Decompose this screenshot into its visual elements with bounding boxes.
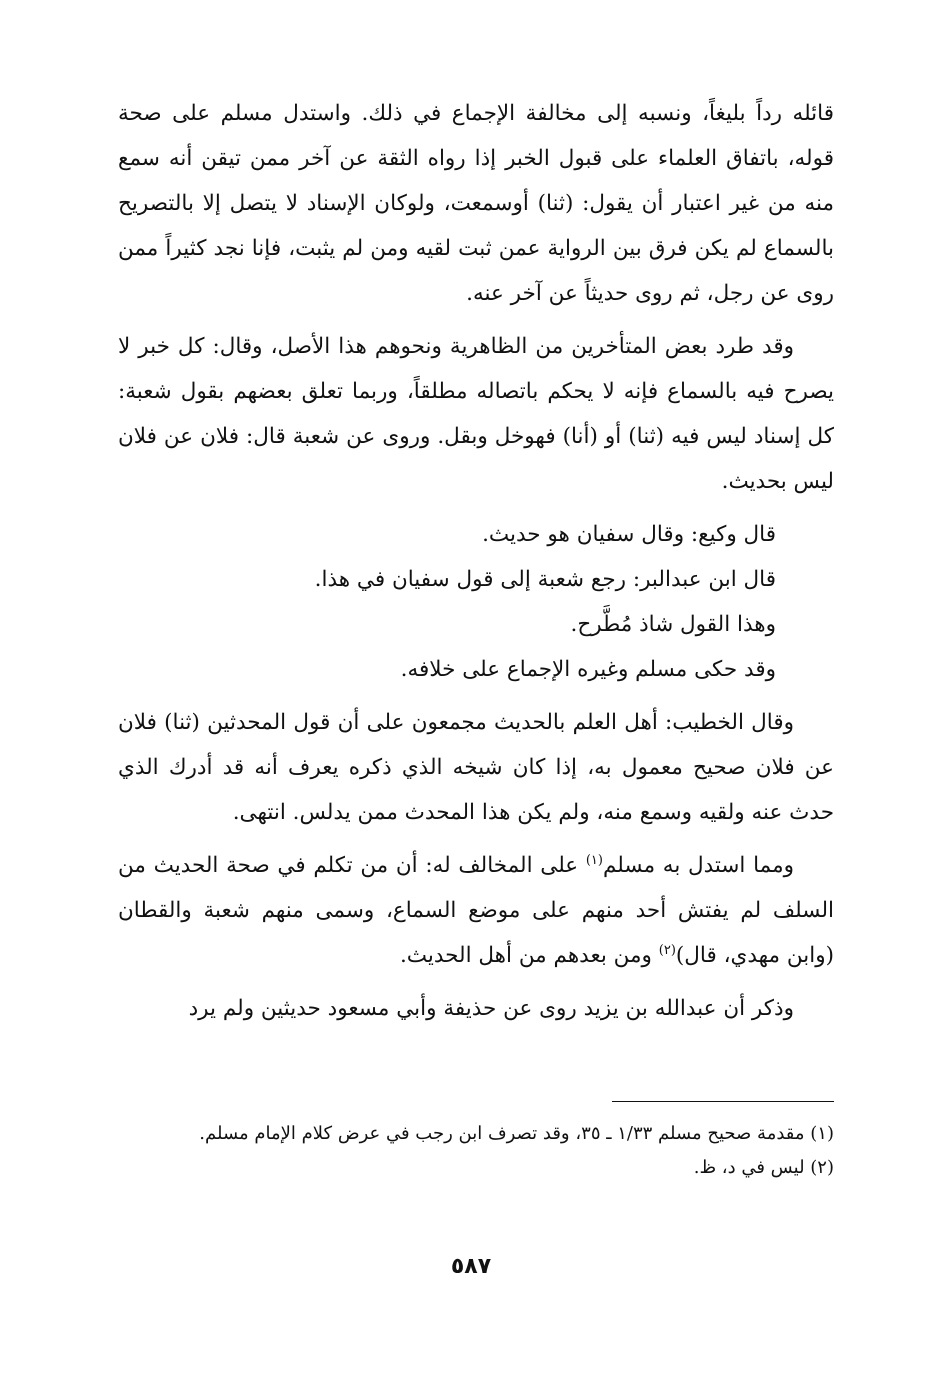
footnote-divider	[612, 1101, 834, 1102]
paragraph-4-text-end: ومن بعدهم من أهل الحديث.	[399, 943, 659, 968]
paragraph-4-text-start: ومما استدل به مسلم	[602, 853, 794, 878]
footnote-ref-2: (٢)	[658, 942, 676, 958]
paragraph-3: وقال الخطيب: أهل العلم بالحديث مجمعون على أن قول المحدثين (ثنا) فلان عن فلان صحيح معمول به، إذا كان شيخه الذي ذكره يعرف أنه قد أدرك الذي حدث عنه ولقيه وسمع منه، ولم يكن هذا المحدث ممن يدلس. انتهى.	[118, 710, 834, 825]
page-number: ٥٨٧	[450, 1254, 492, 1279]
footnote-2: (٢) ليس في د، ظ.	[693, 1157, 834, 1178]
footnote-1: (١) مقدمة صحيح مسلم ١/٣٣ ـ ٣٥، وقد تصرف ابن رجب في عرض كلام الإمام مسلم.	[199, 1123, 834, 1144]
footnotes	[118, 1117, 834, 1185]
quote-line-4: وقد حكى مسلم وغيره الإجماع على خلافه.	[400, 657, 776, 682]
paragraph-2: وقد طرد بعض المتأخرين من الظاهرية ونحوهم هذا الأصل، وقال: كل خبر لا يصرح فيه بالسماع فإنه لا يحكم باتصاله مطلقاً، وربما تعلق بعضهم بقول شعبة: كل إسناد ليس فيه (ثنا) أو (أنا) فهوخل وبقل. وروى عن شعبة قال: فلان عن فلان ليس بحديث.	[118, 334, 834, 494]
quote-line-1: قال وكيع: وقال سفيان هو حديث.	[482, 522, 776, 547]
paragraph-5: وذكر أن عبدالله بن يزيد روى عن حذيفة وأبي مسعود حديثين ولم يرد	[188, 996, 794, 1021]
footnote-ref-1: (١)	[585, 852, 603, 868]
main-text	[118, 91, 834, 1031]
quote-line-3: وهذا القول شاذ مُطَّرح.	[570, 612, 776, 637]
paragraph-4	[118, 843, 834, 978]
paragraph-1: قائله رداً بليغاً، ونسبه إلى مخالفة الإجماع في ذلك. واستدل مسلم على صحة قوله، باتفاق العلماء على قبول الخبر إذا رواه الثقة عن آخر ممن تيقن أنه سمع منه من غير اعتبار أن يقول: (ثنا) أوسمعت، ولوكان الإسناد لا يتصل إلا بالتصريح بالسماع لم يكن فرق بين الرواية عمن ثبت لقيه ومن لم يثبت، فإنا نجد كثيراً ممن روى عن رجل، ثم روى حديثاً عن آخر عنه.	[118, 101, 834, 306]
paragraph-4-text-middle: على المخالف له: أن من تكلم في صحة الحديث من السلف لم يفتش أحد منهم على موضع السماع، وسمى منهم شعبة والقطان (وابن مهدي، قال)	[118, 853, 834, 968]
quote-line-2: قال ابن عبدالبر: رجع شعبة إلى قول سفيان في هذا.	[314, 567, 776, 592]
